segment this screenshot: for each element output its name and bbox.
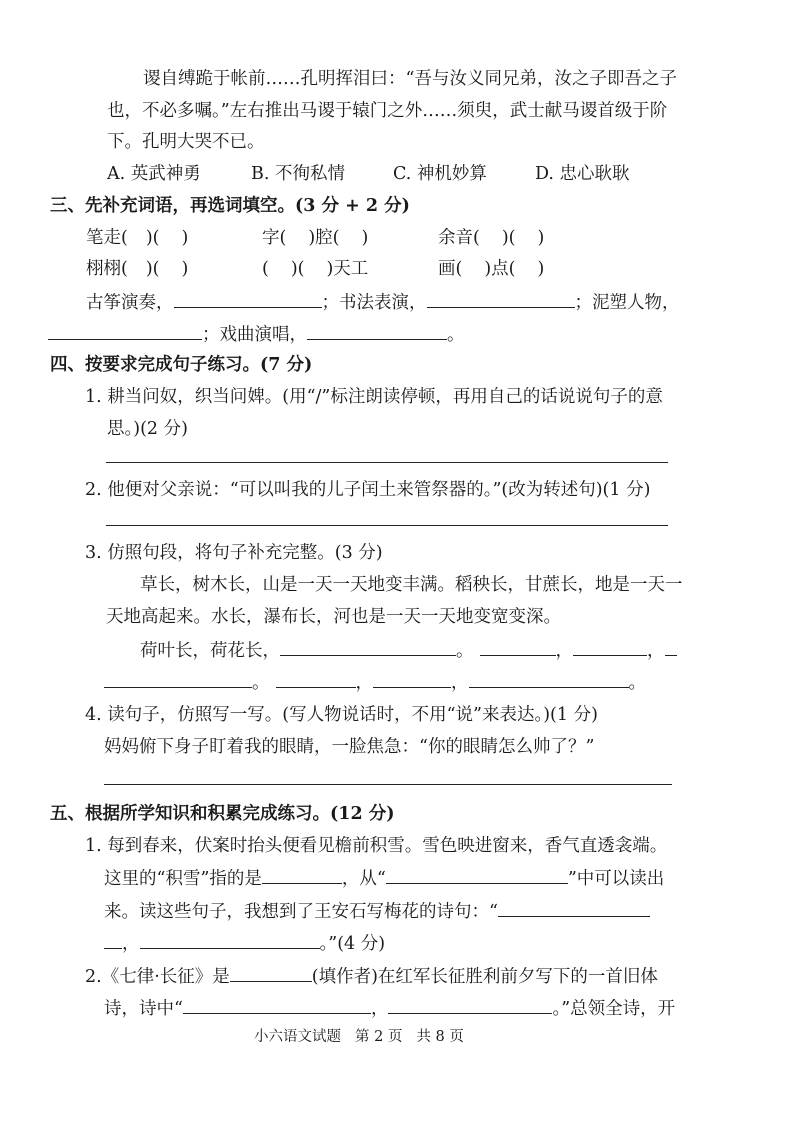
blank-q3-e[interactable] (104, 669, 252, 688)
q2-passage-line-3: 下。孔明大哭不已。 (107, 132, 265, 152)
blank-verse-b[interactable] (388, 995, 552, 1014)
fill-line-1: 古筝演奏， ；书法表演， ；泥塑人物， (86, 289, 680, 316)
q2-passage-line-1: 谡自缚跪于帐前……孔明挥泪曰：“吾与汝义同兄弟，汝之子即吾之子 (143, 69, 677, 89)
q2-passage-line-2: 也，不必多嘱。”左右推出马谡于辕门之外……须臾，武士献马谡首级于阶 (107, 101, 668, 121)
s4-q3-fill-1: 荷叶长，荷花长， 。 ， ， (140, 637, 677, 664)
idiom-2: 字( )腔( ) (262, 228, 369, 248)
fill-line-2: ；戏曲演唱， 。 (48, 321, 465, 348)
s4-q3-fill-2: 。 ， ， 。 (104, 669, 646, 696)
section-3-heading: 三、先补充词语，再选词填空。(3 分 + 2 分) (50, 196, 410, 216)
option-d: D. 忠心耿耿 (535, 164, 630, 184)
footer-total: 共 8 页 (416, 1029, 464, 1045)
idiom-row-2 (86, 256, 544, 282)
blank-guzheng[interactable] (174, 289, 322, 308)
footer-subject: 小六语文试题 (254, 1029, 341, 1045)
blank-q3-a[interactable] (280, 637, 456, 656)
s4-q2-answer-line[interactable] (106, 525, 668, 526)
option-a: A. 英武神勇 (107, 164, 201, 184)
section-5-heading: 五、根据所学知识和积累完成练习。(12 分) (50, 804, 395, 824)
s4-q3-line-2: 天地高起来。水长，瀑布长，河也是一天一天地变宽变深。 (106, 607, 561, 627)
blank-q3-f[interactable] (276, 669, 356, 688)
idiom-row-1 (86, 225, 544, 251)
s4-q1-answer-line[interactable] (106, 462, 668, 463)
s4-q2: 2. 他便对父亲说：“可以叫我的儿子闰土来管祭器的。”(改为转述句)(1 分) (85, 480, 651, 500)
s5-q2-line-1: 2.《七律·长征》是 (填作者)在红军长征胜利前夕写下的一首旧体 (85, 963, 658, 990)
s5-q2-line-2: 诗，诗中“ ， 。”总领全诗，开 (104, 995, 675, 1022)
s4-q4-title: 4. 读句子，仿照写一写。(写人物说话时，不用“说”来表达。)(1 分) (85, 705, 598, 725)
s4-q3-title: 3. 仿照句段，将句子补充完整。(3 分) (85, 543, 383, 563)
section-4-heading: 四、按要求完成句子练习。(7 分) (50, 355, 313, 375)
s5-q1-line-3: 来。读这些句子，我想到了王安石写梅花的诗句：“ (104, 898, 650, 925)
option-c: C. 神机妙算 (393, 164, 487, 184)
s4-q1-line-2: 思。)(2 分) (107, 419, 188, 439)
blank-quote[interactable] (386, 865, 568, 884)
idiom-6: 画( )点( ) (438, 259, 545, 279)
s4-q1-line-1: 1. 耕当问奴，织当问婢。(用“/”标注朗读停顿，再用自己的话说说句子的意 (85, 387, 663, 407)
blank-q3-g[interactable] (373, 669, 451, 688)
s5-q1-line-1: 1. 每到春来，伏案时抬头便看见檐前积雪。雪色映进窗来，香气直透衾端。 (85, 836, 668, 856)
s5-q1-line-2: 这里的“积雪”指的是 ，从“ ”中可以读出 (104, 865, 664, 892)
blank-q3-h[interactable] (469, 669, 629, 688)
s4-q4-answer-line[interactable] (104, 784, 672, 785)
s5-q1-line-4: ， 。”(4 分) (104, 930, 385, 957)
footer-page: 第 2 页 (355, 1029, 403, 1045)
blank-clay-figure[interactable] (48, 321, 202, 340)
blank-poem-c[interactable] (140, 930, 320, 949)
blank-opera[interactable] (307, 321, 447, 340)
blank-calligraphy[interactable] (427, 289, 575, 308)
idiom-4: 栩栩( )( ) (86, 259, 189, 279)
blank-author[interactable] (230, 963, 312, 982)
blank-q3-d[interactable] (665, 637, 677, 656)
idiom-1: 笔走( )( ) (86, 228, 189, 248)
page-footer (254, 1027, 464, 1047)
s4-q3-line-1: 草长，树木长，山是一天一天地变丰满。稻秧长，甘蔗长，地是一天一 (140, 575, 683, 595)
idiom-5: ( )( )天工 (262, 259, 369, 279)
blank-snow-refers[interactable] (262, 865, 342, 884)
blank-q3-c[interactable] (573, 637, 647, 656)
s4-q4-sentence: 妈妈俯下身子盯着我的眼睛，一脸焦急：“你的眼睛怎么帅了？” (104, 737, 595, 757)
blank-poem-a[interactable] (498, 898, 650, 917)
idiom-3: 余音( )( ) (438, 228, 545, 248)
blank-verse-a[interactable] (183, 995, 371, 1014)
blank-poem-b[interactable] (104, 930, 122, 949)
blank-q3-b[interactable] (480, 637, 556, 656)
option-b: B. 不徇私情 (251, 164, 345, 184)
